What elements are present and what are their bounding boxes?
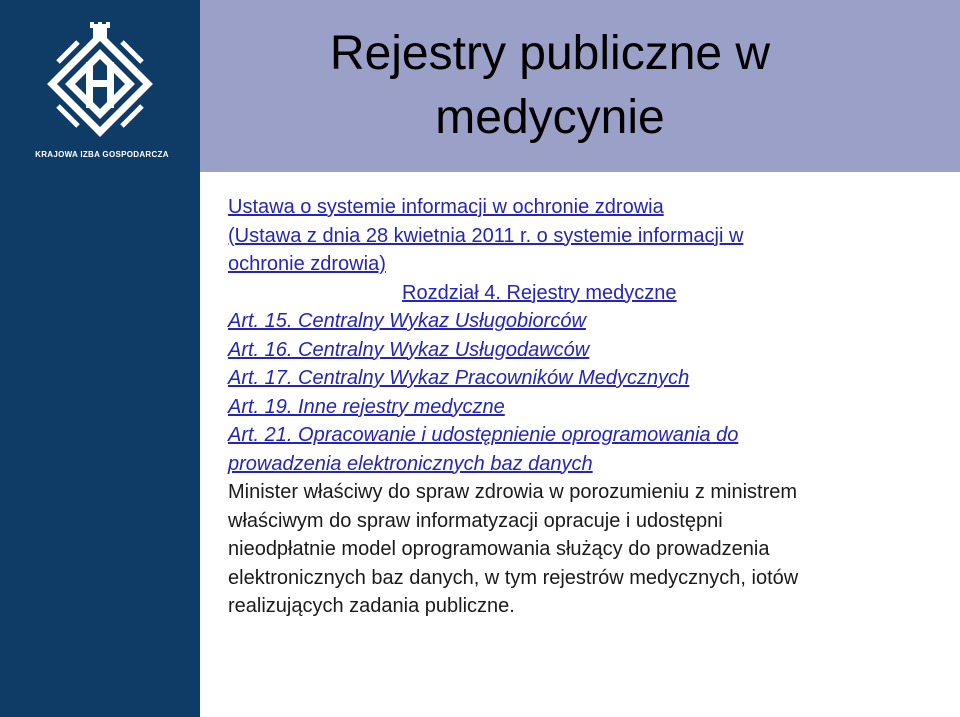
sidebar [0, 0, 200, 717]
article-17-link[interactable]: Art. 17. Centralny Wykaz Pracowników Medycznych [228, 367, 690, 389]
article-21-link-line-2[interactable]: prowadzenia elektronicznych baz danych [228, 452, 593, 475]
body-line-4: elektronicznych baz danych, w tym rejestrów medycznych, iotów [228, 566, 799, 589]
body-line-3: nieodpłatnie model oprogramowania służący do prowadzenia [228, 538, 770, 560]
act-title-link-line-1[interactable]: Ustawa o systemie informacji w ochronie zdrowia [228, 196, 664, 218]
body-line-5: realizujących zadania publiczne. [228, 595, 515, 617]
chapter-link[interactable]: Rozdział 4. Rejestry medyczne [402, 281, 677, 304]
act-title-link-line-2[interactable]: (Ustawa z dnia 28 kwietnia 2011 r. o systemie informacji w [228, 224, 744, 247]
act-title-link-line-3[interactable]: ochronie zdrowia) [228, 253, 386, 275]
slide-content [228, 193, 928, 621]
article-16-link[interactable]: Art. 16. Centralny Wykaz Usługodawców [228, 338, 590, 361]
kig-logo-icon [38, 22, 162, 146]
body-line-1: Minister właściwy do spraw zdrowia w porozumieniu z ministrem [228, 481, 798, 503]
slide-title: Rejestry publiczne w medycynie [329, 27, 771, 144]
body-line-2: właściwym do spraw informatyzacji opracuje i udostępni [228, 509, 723, 532]
logo-caption: KRAJOWA IZBA GOSPODARCZA [35, 150, 169, 159]
article-21-link-line-1[interactable]: Art. 21. Opracowanie i udostępnienie oprogramowania do [228, 424, 739, 446]
article-19-link[interactable]: Art. 19. Inne rejestry medyczne [228, 395, 505, 418]
article-15-link[interactable]: Art. 15. Centralny Wykaz Usługobiorców [228, 310, 586, 332]
